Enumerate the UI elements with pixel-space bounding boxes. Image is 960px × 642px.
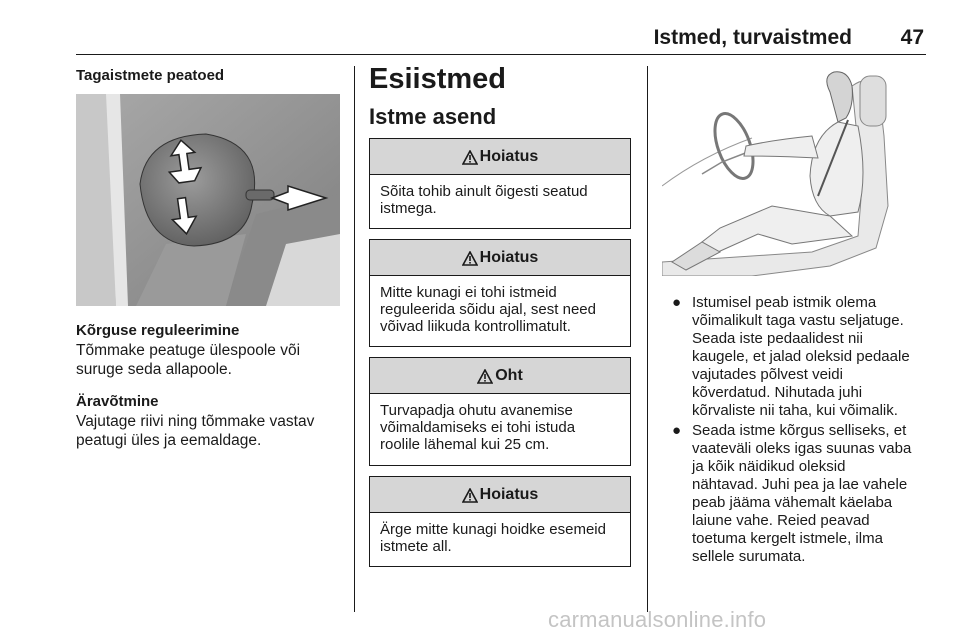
text-line: sellele surumata. bbox=[692, 548, 806, 565]
text-line: Ärge mitte kunagi hoidke esemeid bbox=[380, 521, 606, 538]
bullet-dot: ● bbox=[672, 294, 682, 311]
bullet-dot: ● bbox=[672, 422, 682, 439]
text-line: vaateväli oleks igas suunas vaba bbox=[692, 440, 912, 457]
text-line: Tõmmake peatuge ülespoole või bbox=[76, 342, 301, 359]
text-line: võivad liikuda kontrollimatult. bbox=[380, 318, 571, 335]
text-line: kõverdatud. Nihutada juhi bbox=[692, 384, 863, 401]
text-line: Istumisel peab istmik olema bbox=[692, 294, 877, 311]
text-line: kõrvaliste nii taha, kui võimalik. bbox=[692, 402, 898, 419]
warning-triangle-icon bbox=[462, 251, 478, 267]
text-line: kaugele, et jalad oleksid pedaale bbox=[692, 348, 910, 365]
bullet-text bbox=[692, 294, 936, 420]
warning-box-label: Hoiatus bbox=[479, 248, 539, 266]
text-line: Seada istme kõrgus selliseks, et bbox=[692, 422, 907, 439]
text-line: istmete all. bbox=[380, 538, 452, 555]
text-line: võimalikult taga vastu seljatuge. bbox=[692, 312, 904, 329]
rear-headrests-heading: Tagaistmete peatoed bbox=[76, 67, 225, 84]
warning-box-label: Hoiatus bbox=[479, 147, 539, 165]
text-line: võimaldamiseks ei tohi istuda bbox=[380, 419, 576, 436]
text-line: Sõita tohib ainult õigesti seatud bbox=[380, 183, 588, 200]
warning-box-text bbox=[370, 513, 630, 555]
warning-box-header bbox=[370, 240, 630, 276]
warning-box bbox=[369, 138, 631, 229]
driver-seat-position-illustration bbox=[662, 66, 926, 276]
watermark: carmanualsonline.info bbox=[548, 607, 767, 632]
headrest-adjustment-illustration bbox=[76, 94, 340, 306]
danger-box-label: Oht bbox=[495, 366, 523, 384]
text-line: Turvapadja ohutu avanemise bbox=[380, 402, 573, 419]
height-adjustment-subheading: Kõrguse reguleerimine bbox=[76, 322, 240, 339]
warning-box bbox=[369, 239, 631, 347]
warning-triangle-icon bbox=[462, 488, 478, 504]
text-line: Mitte kunagi ei tohi istmeid bbox=[380, 284, 557, 301]
warning-box bbox=[369, 476, 631, 567]
warning-box-header bbox=[370, 477, 630, 513]
text-line: vajutades põlvest veidi bbox=[692, 366, 843, 383]
text-line: Vajutage riivi ning tõmmake vastav bbox=[76, 413, 315, 430]
text-line: toetuma kergelt istmele, ilma bbox=[692, 530, 883, 547]
header-rule bbox=[76, 54, 926, 55]
text-line: laiune vahe. Reied peavad bbox=[692, 512, 870, 529]
text-line: roolile lähemal kui 25 cm. bbox=[380, 436, 550, 453]
text-line: Seada iste pedaalidest nii bbox=[692, 330, 863, 347]
column-divider-left bbox=[354, 66, 355, 612]
warning-box-header bbox=[370, 139, 630, 175]
warning-box-text bbox=[370, 276, 630, 335]
column-divider-right bbox=[647, 66, 648, 612]
bullet-text bbox=[692, 422, 936, 566]
warning-box-label: Hoiatus bbox=[479, 485, 539, 503]
running-header-title: Istmed, turvaistmed bbox=[653, 26, 852, 49]
text-line: ja kõik näidikud oleksid bbox=[692, 458, 846, 475]
danger-box-header bbox=[370, 358, 630, 394]
removal-subheading: Äravõtmine bbox=[76, 393, 159, 410]
seat-position-subheading: Istme asend bbox=[369, 104, 497, 129]
text-line: suruge seda allapoole. bbox=[76, 361, 232, 378]
danger-box-text bbox=[370, 394, 630, 453]
warning-box-text bbox=[370, 175, 630, 217]
height-adjustment-text bbox=[76, 341, 346, 379]
text-line: istmega. bbox=[380, 200, 437, 217]
removal-text bbox=[76, 412, 346, 450]
text-line: peatugi üles ja eemaldage. bbox=[76, 432, 262, 449]
text-line: reguleerida sõidu ajal, sest need bbox=[380, 301, 596, 318]
text-line: peab jääma vähemalt käelaba bbox=[692, 494, 893, 511]
warning-triangle-icon bbox=[462, 150, 478, 166]
front-seats-heading: Esiistmed bbox=[369, 63, 506, 95]
text-line: nähtavad. Juhi pea ja lae vahele bbox=[692, 476, 908, 493]
danger-box bbox=[369, 357, 631, 466]
warning-triangle-icon bbox=[477, 369, 493, 385]
page-number: 47 bbox=[900, 26, 924, 49]
